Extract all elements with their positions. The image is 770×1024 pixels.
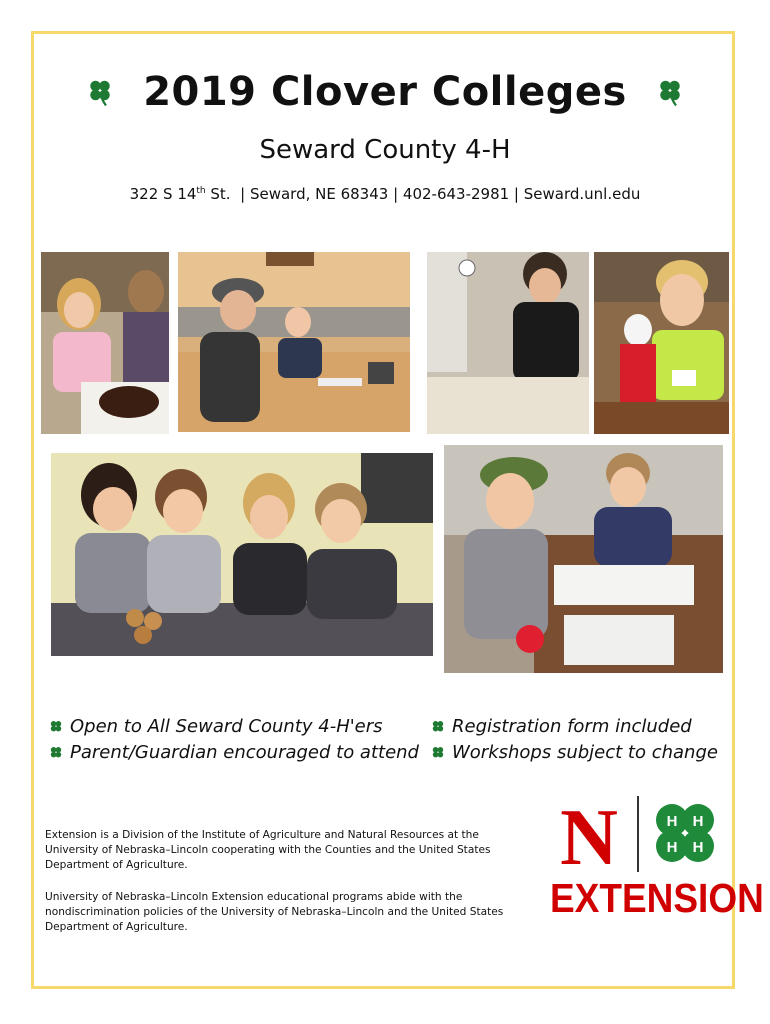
bullet-list-right [430,714,718,766]
photo-four-girls-cookies [51,453,433,656]
n-letter: N [560,800,618,870]
logo-divider [637,796,639,872]
clover-icon [48,745,64,761]
photo-boy-with-craft [594,252,729,434]
clover-icon [430,745,446,761]
footer-paragraph-1: Extension is a Division of the Institute of Agriculture and Natural Resources at the University of Nebraska–Lincoln cooperating with the Counties and the United States Department of Agriculture. [45,829,491,871]
clover-icon [85,77,115,107]
clover-icon [430,719,446,735]
contact-line [0,181,770,204]
svg-text:H: H [692,813,704,830]
address-street: 322 S 14th St. [129,185,231,203]
page-title-row [0,64,770,118]
list-item: Parent/Guardian encouraged to attend [48,740,419,766]
svg-text:H: H [692,839,704,856]
bullet-list-left [48,714,419,766]
photo-boys-with-paper [444,445,723,673]
photo-girl-cutting-fabric [427,252,589,434]
list-item: Registration form included [430,714,718,740]
four-h-clover-logo [646,796,724,874]
page-subtitle: Seward County 4-H [259,135,511,165]
clover-icon [48,719,64,735]
clover-icon [655,77,685,107]
photo-girls-chocolate [41,252,169,434]
svg-text:H: H [666,813,678,830]
page-title: 2019 Clover Colleges [143,69,627,115]
list-item: Open to All Seward County 4-H'ers [48,714,419,740]
photo-woman-with-boy [178,252,410,432]
svg-text:H: H [666,839,678,856]
footer-paragraph-2: University of Nebraska–Lincoln Extension educational programs abide with the nondiscrimination policies of the University of Nebraska–Lincoln and the United States Department of Agriculture. [45,891,504,933]
nebraska-n-logo [551,800,627,870]
list-item: Workshops subject to change [430,740,718,766]
extension-wordmark: EXTENSION [550,875,764,921]
address-rest: | Seward, NE 68343 | 402-643-2981 | Seward.unl.edu [240,185,641,203]
